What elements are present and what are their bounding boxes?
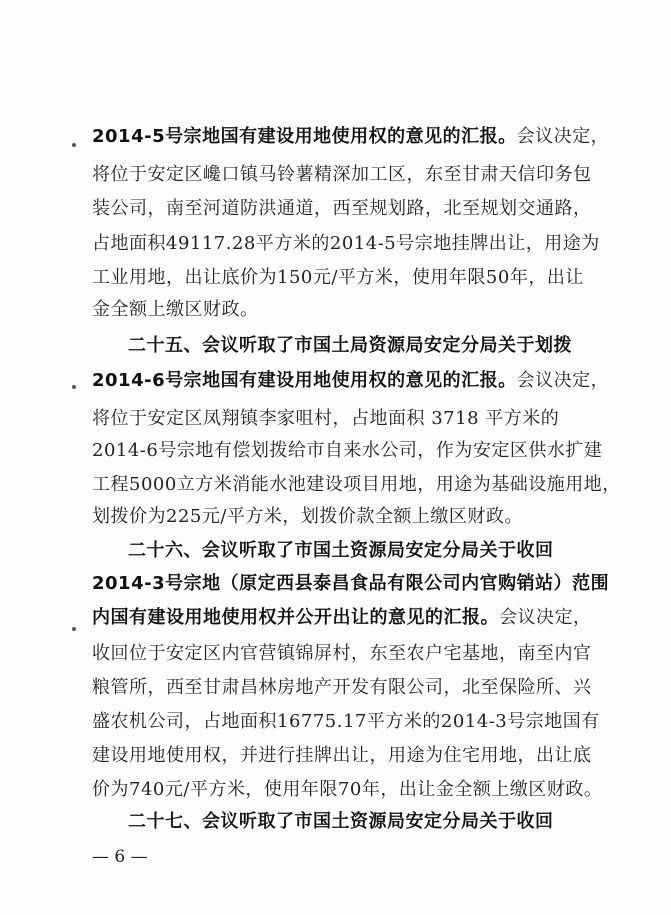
text-line: 建设用地使用权，并进行挂牌出让，用途为住宅用地，出让底 bbox=[92, 745, 592, 766]
text-line: 划拨价为225元/平方米，划拨价款全额上缴区财政。 bbox=[92, 506, 523, 527]
text-line: 价为740元/平方米，使用年限70年，出让金全额上缴区财政。 bbox=[92, 779, 603, 800]
section-heading-25: 二十五、会议听取了市国土局资源局安定分局关于划拨 bbox=[128, 335, 572, 356]
text-line: 工业用地，出让底价为150元/平方米，使用年限50年，出让 bbox=[92, 267, 584, 288]
text-line: 工程5000立方米消能水池建设项目用地，用途为基础设施用地， bbox=[92, 474, 621, 495]
section-heading-27: 二十七、会议听取了市国土资源局安定分局关于收回 bbox=[128, 811, 554, 832]
text-line: 盛农机公司，占地面积16775.17平方米的2014-3号宗地国有 bbox=[92, 711, 600, 732]
text-line: 装公司，南至河道防洪通道，西至规划路，北至规划交通路， bbox=[92, 198, 592, 219]
text-line: 2014-6号宗地有偿划拨给市自来水公司，作为安定区供水扩建 bbox=[92, 440, 603, 461]
text-line: 收回位于安定区内官营镇锦屏村，东至农户宅基地，南至内官 bbox=[92, 643, 592, 664]
text-line: 将位于安定区凤翔镇李家咀村，占地面积 3718 平方米的 bbox=[92, 408, 560, 429]
page-number: — 6 — bbox=[92, 847, 148, 867]
text-line: 2014-3号宗地（原定西县泰昌食品有限公司内官购销站）范围 bbox=[92, 573, 610, 594]
scan-dot bbox=[72, 627, 76, 631]
scan-dot bbox=[72, 385, 76, 389]
text-line: 将位于安定区巉口镇马铃薯精深加工区，东至甘肃天信印务包 bbox=[92, 164, 592, 185]
text-line: 内国有建设用地使用权并公开出让的意见的汇报。会议决定， bbox=[92, 607, 592, 628]
text-line: 占地面积49117.28平方米的2014-5号宗地挂牌出让，用途为 bbox=[92, 233, 600, 254]
text-line: 金全额上缴区财政。 bbox=[92, 299, 259, 320]
scan-dot bbox=[72, 143, 76, 147]
text-line: 2014-6号宗地国有建设用地使用权的意见的汇报。会议决定， bbox=[92, 370, 610, 391]
section-heading-26: 二十六、会议听取了市国土资源局安定分局关于收回 bbox=[128, 540, 554, 561]
text-line: 2014-5号宗地国有建设用地使用权的意见的汇报。会议决定， bbox=[92, 126, 610, 147]
text-line: 粮管所，西至甘肃昌林房地产开发有限公司，北至保险所、兴 bbox=[92, 677, 592, 698]
